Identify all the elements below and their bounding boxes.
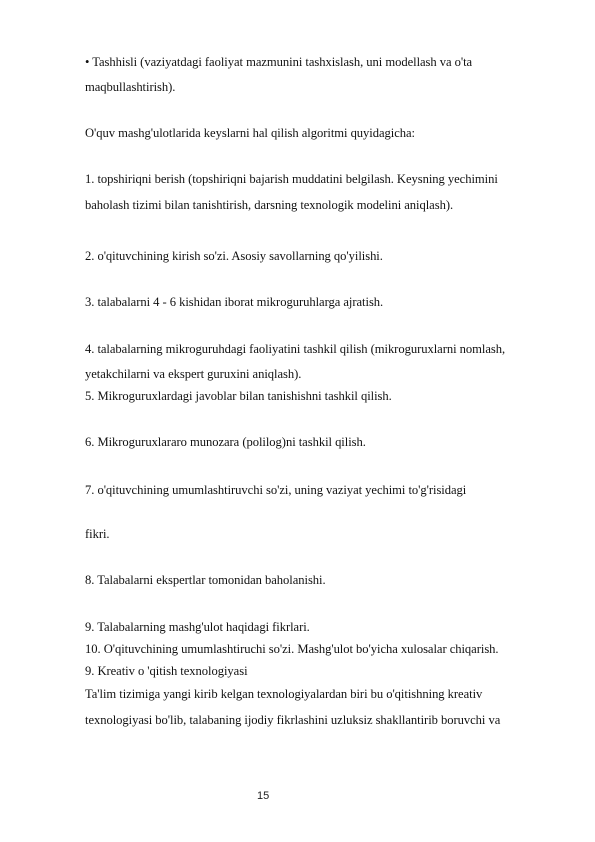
page-number: 15	[257, 790, 270, 802]
text-line: 6. Mikroguruxlararo munozara (polilog)ni tashkil qilish.	[85, 435, 366, 449]
text-line: 9. Talabalarning mashg'ulot haqidagi fikrlari.	[85, 620, 310, 634]
text-line: yetakchilarni va ekspert guruxini aniqlash).	[85, 367, 302, 381]
text-line: 10. O'qituvchining umumlashtiruchi so'zi. Mashg'ulot bo'yicha xulosalar chiqarish.	[85, 642, 499, 656]
text-line: 4. talabalarning mikroguruhdagi faoliyatini tashkil qilish (mikroguruxlarni nomlash,	[85, 342, 506, 356]
text-line: maqbullashtirish).	[85, 80, 176, 94]
text-line: 3. talabalarni 4 - 6 kishidan iborat mikroguruhlarga ajratish.	[85, 295, 384, 309]
text-line: texnologiyasi bo'lib, talabaning ijodiy fikrlashini uzluksiz shakllantirib boruvchi va	[85, 713, 501, 727]
text-line: O'quv mashg'ulotlarida keyslarni hal qilish algoritmi quyidagicha:	[85, 126, 416, 140]
text-line: 5. Mikroguruxlardagi javoblar bilan tanishishni tashkil qilish.	[85, 389, 392, 403]
text-line: 1. topshiriqni berish (topshiriqni bajarish muddatini belgilash. Keysning yechimini	[85, 172, 498, 186]
text-line: Ta'lim tizimiga yangi kirib kelgan texnologiyalardan biri bu o'qitishning kreativ	[85, 687, 483, 701]
text-line: • Tashhisli (vaziyatdagi faoliyat mazmunini tashxislash, uni modellash va o'ta	[85, 55, 473, 69]
text-line: fikri.	[85, 527, 110, 541]
text-line: baholash tizimi bilan tanishtirish, darsning texnologik modelini aniqlash).	[85, 198, 454, 212]
text-line: 7. o'qituvchining umumlashtiruvchi so'zi, uning vaziyat yechimi to'g'risidagi	[85, 483, 467, 497]
text-line: 8. Talabalarni ekspertlar tomonidan baholanishi.	[85, 573, 326, 587]
section-heading: 9. Kreativ o 'qitish texnologiyasi	[85, 664, 248, 678]
text-line: 2. o'qituvchining kirish so'zi. Asosiy savollarning qo'yilishi.	[85, 249, 383, 263]
